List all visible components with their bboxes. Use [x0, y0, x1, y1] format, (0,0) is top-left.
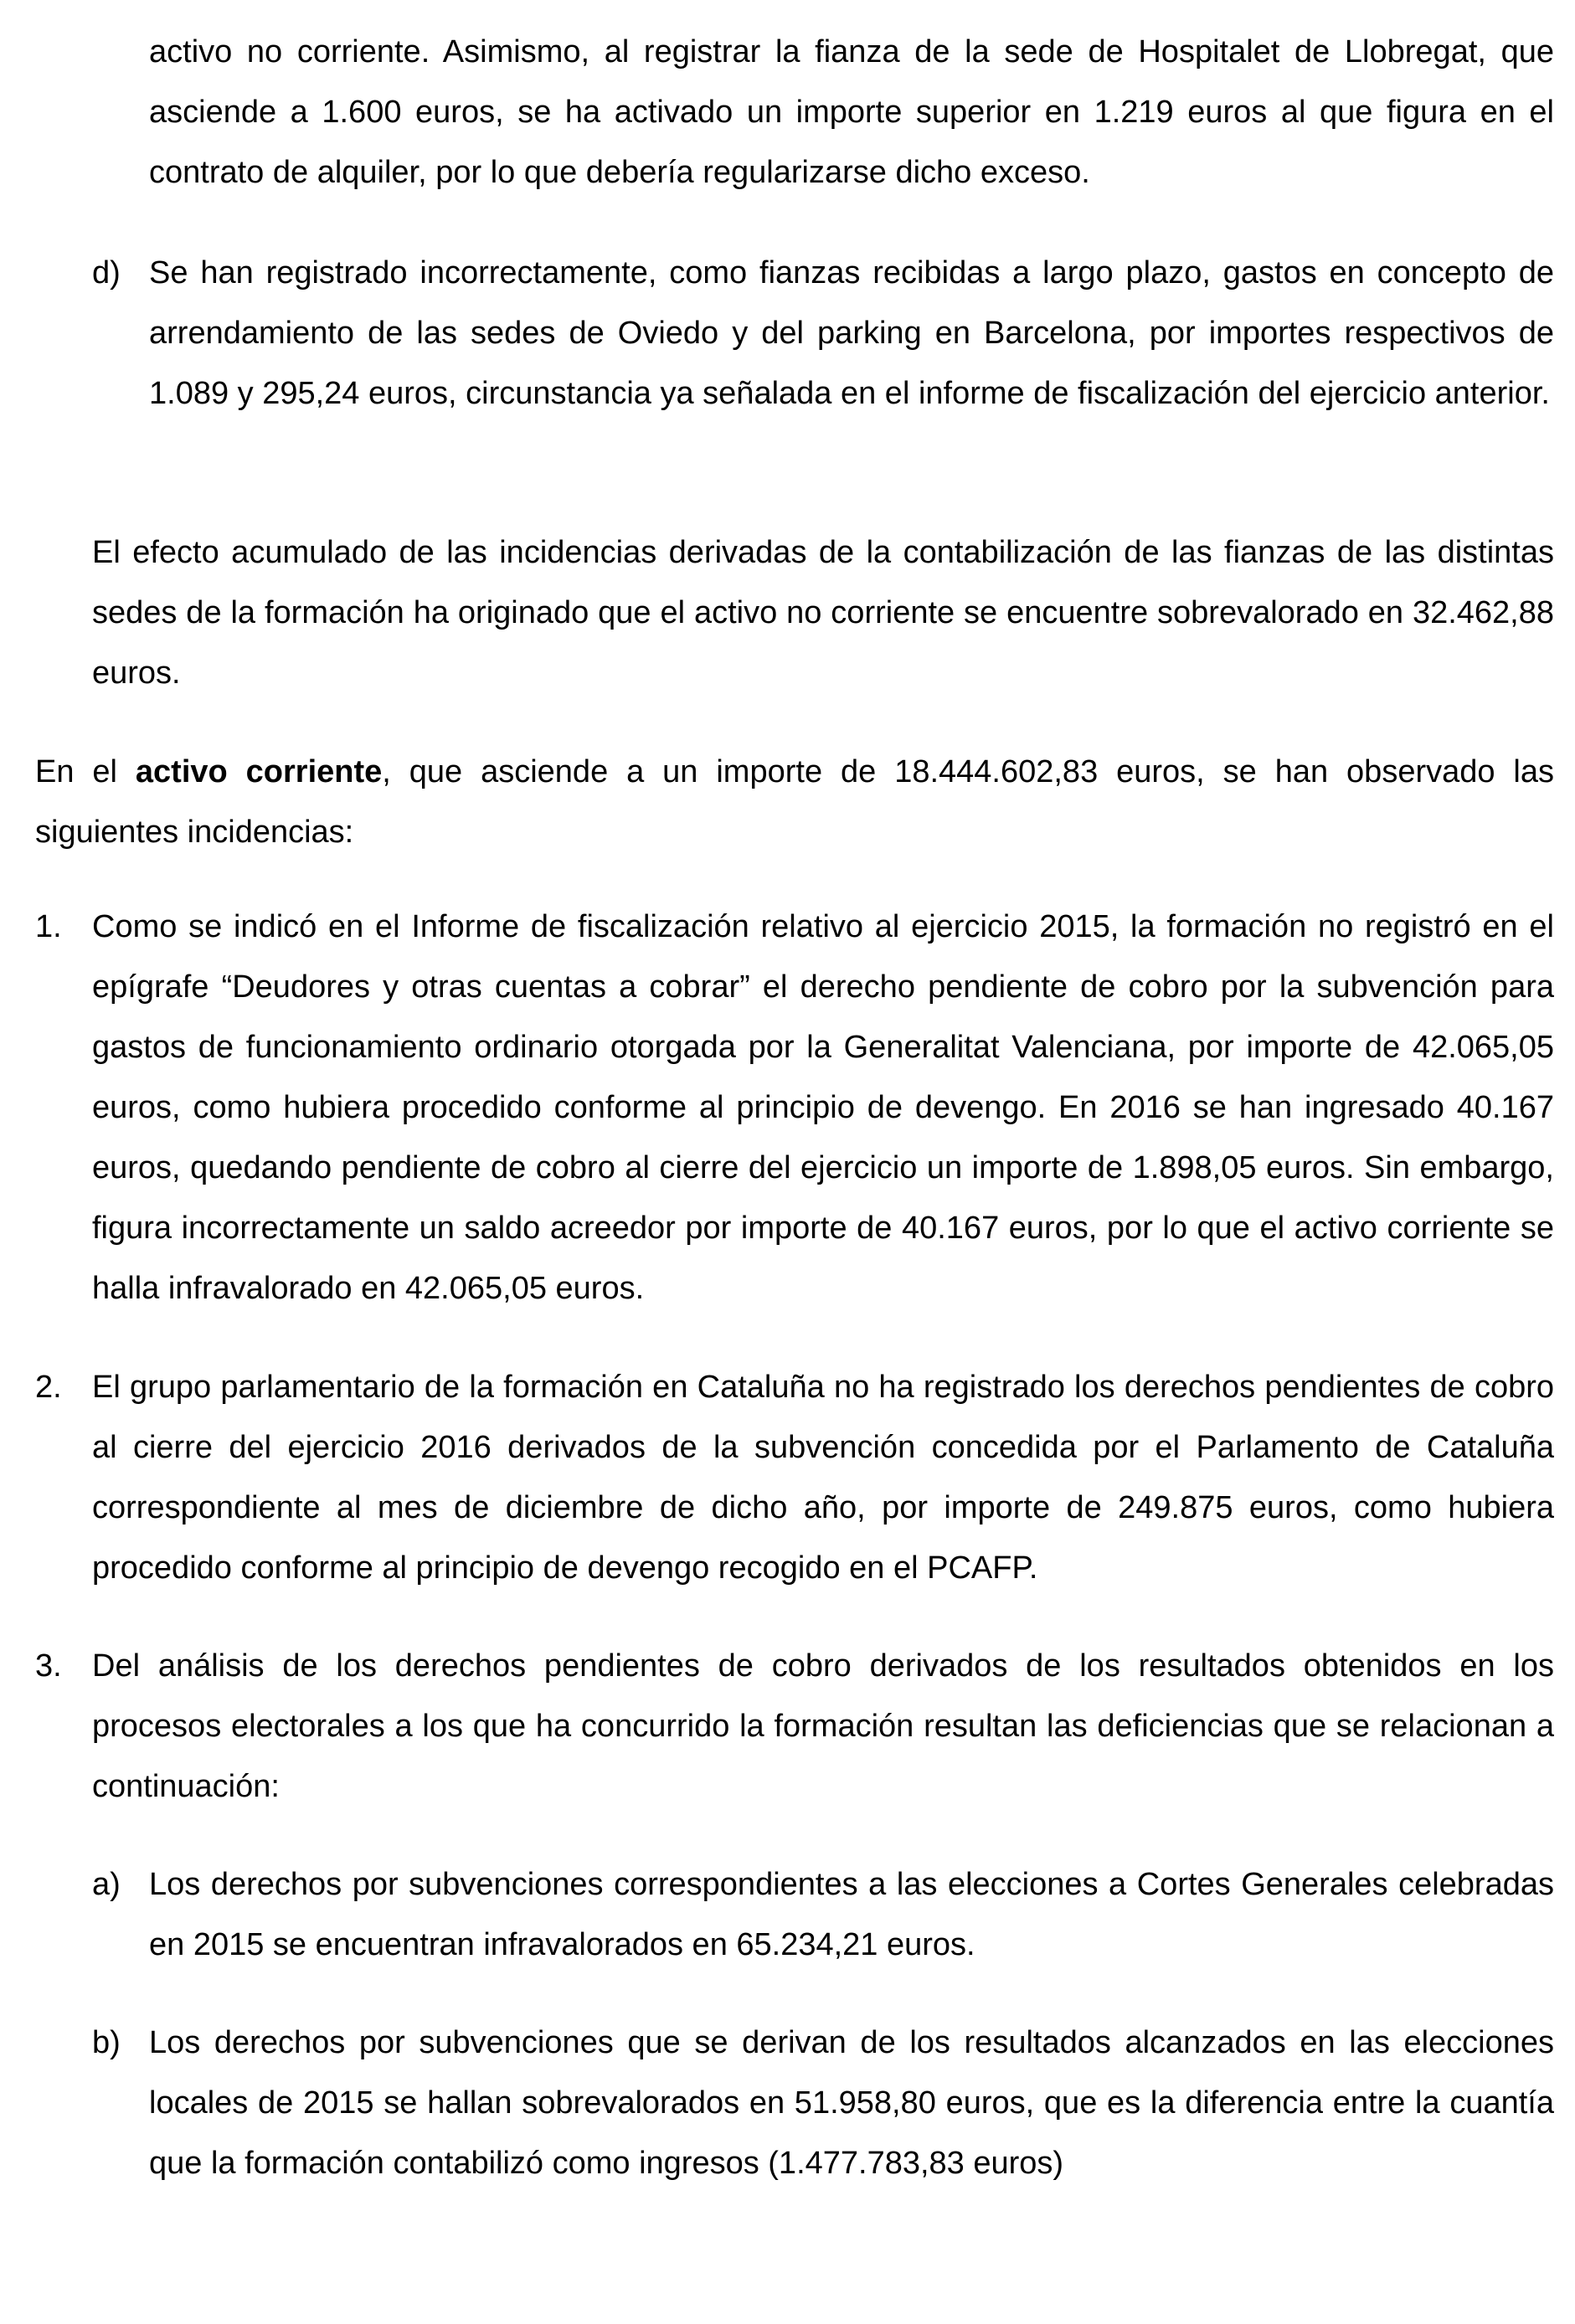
sub-item-a-marker: a)	[92, 1867, 121, 1902]
sub-item-b	[149, 2013, 1554, 2193]
current-assets-prefix: En el	[35, 754, 136, 789]
numbered-item-3	[92, 1636, 1554, 1817]
continuation-paragraph	[149, 22, 1554, 203]
item-d-paragraph	[149, 243, 1554, 424]
numbered-item-2-text: El grupo parlamentario de la formación en Cataluña no ha registrado los derechos pendientes de cobro al cierre del ejercicio 2016 derivados de la subvención concedida por el Parlamento de Cataluña correspondiente al mes de diciembre de dicho año, por importe de 249.875 euros, como hubiera procedido conforme al principio de devengo recogido en el PCAFP.	[92, 1370, 1554, 1586]
sub-item-a	[149, 1854, 1554, 1975]
effect-paragraph	[92, 522, 1554, 703]
sub-item-b-text: Los derechos por subvenciones que se derivan de los resultados alcanzados en las elecciones locales de 2015 se hallan sobrevalorados en 51.958,80 euros, que es la diferencia entre la cuantía que la formación contabilizó como ingresos (1.477.783,83 euros)	[149, 2025, 1554, 2181]
numbered-item-1	[92, 897, 1554, 1319]
current-assets-text	[35, 742, 1554, 862]
numbered-item-2	[92, 1357, 1554, 1598]
effect-text: El efecto acumulado de las incidencias derivadas de la contabilización de las fianzas de las distintas sedes de la formación ha originado que el activo no corriente se encuentre sobrevalorado en 32.462,88 euros.	[92, 535, 1554, 691]
item-d-marker: d)	[92, 255, 121, 290]
current-assets-suffix: , que asciende a un importe de 18.444.602,83 euros, se han observado las siguientes incidencias:	[35, 754, 1555, 850]
current-assets-paragraph	[35, 742, 1554, 862]
current-assets-bold: activo corriente	[135, 754, 383, 789]
continuation-text: activo no corriente. Asimismo, al registrar la fianza de la sede de Hospitalet de Llobregat, que asciende a 1.600 euros, se ha activado un importe superior en 1.219 euros al que figura en el contrato de alquiler, por lo que debería regularizarse dicho exceso.	[149, 34, 1554, 190]
sub-item-b-marker: b)	[92, 2025, 121, 2060]
numbered-item-3-text: Del análisis de los derechos pendientes de cobro derivados de los resultados obtenidos en los procesos electorales a los que ha concurrido la formación resultan las deficiencias que se relacionan a continuación:	[92, 1648, 1554, 1804]
sub-item-a-text: Los derechos por subvenciones correspondientes a las elecciones a Cortes Generales celebradas en 2015 se encuentran infravalorados en 65.234,21 euros.	[149, 1867, 1554, 1962]
numbered-item-1-text: Como se indicó en el Informe de fiscalización relativo al ejercicio 2015, la formación no registró en el epígrafe “Deudores y otras cuentas a cobrar” el derecho pendiente de cobro por la subvención para gastos de funcionamiento ordinario otorgada por la Generalitat Valenciana, por importe de 42.065,05 euros, como hubiera procedido conforme al principio de devengo. En 2016 se han ingresado 40.167 euros, quedando pendiente de cobro al cierre del ejercicio un importe de 1.898,05 euros. Sin embargo, figura incorrectamente un saldo acreedor por importe de 40.167 euros, por lo que el activo corriente se halla infravalorado en 42.065,05 euros.	[92, 909, 1554, 1306]
numbered-item-1-marker: 1.	[35, 909, 62, 944]
numbered-item-3-marker: 3.	[35, 1648, 62, 1684]
numbered-item-2-marker: 2.	[35, 1370, 62, 1405]
item-d-text: Se han registrado incorrectamente, como fianzas recibidas a largo plazo, gastos en concepto de arrendamiento de las sedes de Oviedo y del parking en Barcelona, por importes respectivos de 1.089 y 295,24 euros, circunstancia ya señalada en el informe de fiscalización del ejercicio anterior.	[149, 255, 1554, 411]
